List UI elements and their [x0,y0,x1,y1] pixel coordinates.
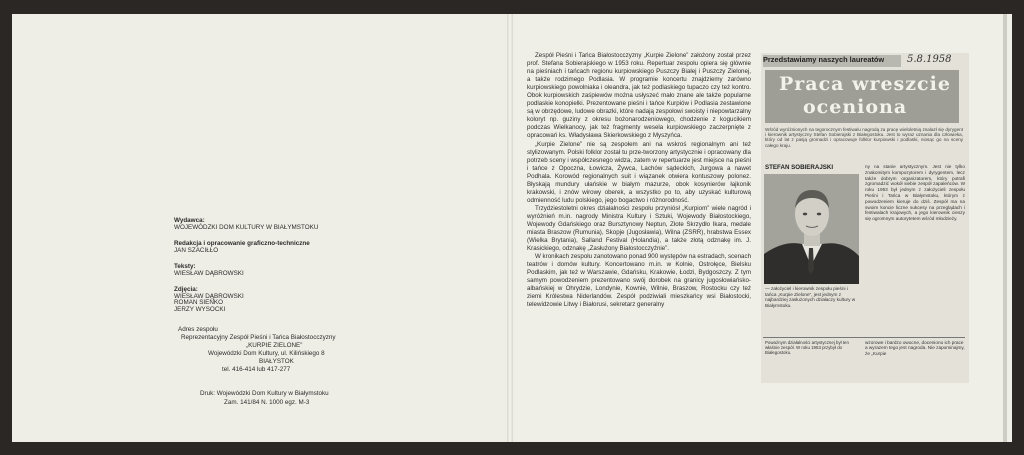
photo-caption: — założyciel i kierownik zespołu pieśni i tańca „Kurpie Zielone”, jest jednym z najbardziej zasłużonych działaczy kultury w Białymstoku. [765,286,856,308]
clipping-divider [763,337,965,338]
article-paragraph: „Kurpie Zielone” nie są zespołem ani na wskroś regionalnym ani też stylizowanym. Polski folklor został tu prze-tworzony artystycznie i opracowany dla potrzeb sceny i współczesnego widza, zatem w repertuarze jest miejsce na pieśni i tańce z Opoczna, Łowicza, Żywca, Lachów sądeckich, Jurgowa a nawet Podhala. Korowód regionalnych suit i wiązanek otwiera kontuszowy polonez. Błyskają mundury ułańskie w białym mazurze, obok kosynierów łajkonik krakowski, i znów wirowy oberek, a wszystko po to, aby uzyskać kulturową odmienność ludu polskiego, jego bogactwo i różnorodność. [527,140,751,204]
photographer: WIESŁAW DĄBROWSKI [174,292,244,300]
photographer: JERZY WYSOCKI [174,305,226,313]
photos-heading: Zdjęcia: [174,286,198,293]
book-fold [507,14,513,442]
address-line: tel. 416-414 lub 417-277 [222,366,291,373]
article-paragraph: Trzydziestoletni okres działalności zespołu przyniósł „Kurpiom” wiele nagród i wyróżnień m.in. nagrody Ministra Kultury i Sztuki, Wojewody Białostockiego, Wojewody Gdańskiego oraz Bursztynowy Neptun, Złote Skrzydło Ikara, medale miasta Braszow (Rumunia), Skopje (Jugosławia), Wilna (ZSRR), hrabstwa Essex (Wielka Brytania), Salland Festival (Holandia), a także złotą odznakę im. J. Krasickiego, odznakę „Zasłużony Białostocczyźnie”. [527,204,751,253]
editor-block [174,241,310,254]
article-paragraph: W kronikach zespołu zanotowano ponad 900 występów na estradach, scenach teatrów i domów kultury. Koncertowano m.in. w Kolnie, Ostrołęce, Bielsku Podlaskim, jak też w Warszawie, Gdańsku, Krakowie, Łodzi, Bydgoszczy. Z tym samym powodzeniem prezentowano swój dorobek na granicy jugosłowiańsko-albańskiej w Ohrydzie, Londynie, Kownie, Wilnie, Braszow, Rostocku czy też ziemi Królestwa Niderlandów. Zespół podziwiali mieszkańcy wsi Białostocki, telewidzowie Litwy i Białorusi, sekretarz generalny [527,253,752,309]
newspaper-clipping [761,53,969,383]
editor-heading: Redakcja i opracowanie graficzno-techniczne [174,240,310,247]
address-heading: Adres zespołu [178,326,218,333]
page-edge [1003,14,1007,442]
clipping-footer-right: wzorowe i bardzo owocne, doceniono ich prace a wyrazem tego jest nagroda. Nie zapominajmy, że „Kurpie [865,340,965,356]
address-line: Wojewódzki Dom Kultury, ul. Kilińskiego 8 [208,350,325,357]
clipping-body: ny na stanie artystycznym. Jest nie tylko znakomitym kompozytorem i dyrygentem, lecz także dobrym organizatorem, który potrafi zgromadzić wokół siebie zespół zapaleńców. W roku 1953 był jednym z założycieli zespołu Pieśni i Tańca w Białymstoku, którym z powodzeniem kieruje do dziś. Zespół ma na swoim koncie liczne sukcesy na przeglądach i festiwalach krajowych, a jego kierownik cieszy się ogromnym autorytetem wśród młodzieży. [865,164,965,222]
clipping-headline [765,70,959,123]
print-line: Druk: Wojewódzki Dom Kultury w Białymstoku [200,390,329,397]
address-line: Reprezentacyjny Zespół Pieśni i Tańca Białostocczyzny [181,334,336,341]
publisher-name: WOJEWÓDZKI DOM KULTURY W BIAŁYMSTOKU [174,223,319,231]
texts-heading: Teksty: [174,263,196,270]
headline-line: Praca wreszcie [779,73,951,95]
address-line: „KURPIE ZIELONE” [246,342,303,349]
headline-line: oceniona [803,96,908,118]
portrait-icon [764,174,859,284]
article-paragraph: Zespół Pieśni i Tańca Białostocczyzny „Kurpie Zielone” założony został przez prof. Stefana Sobierajskiego w 1953 roku. Repertuar zespołu opiera się głównie na pieśniach i tańcach regionu kurpiowskiego Puszczy Białej i Puszczy Zielonej, a także rodzimego Podlasia. W programie koncertu znajdziemy zarówno kurpiowskiego powolniaka i oleandra, jak też podlaskiego tupaczo czy też kontro. Obok kurpiowskich zaśpiewów można usłyszeć mało znane ale także popularne podlaskie konopielki. Prezentowane pieśni i tańce Kurpiów i Podlasia zestawione są w obrzędowe, ludowe obrazki, które nadają zespołowi swoisty i niepowtarzalny koloryt np. guziny z okresu bożonarodzeniowego, chodzenie z kogucikiem podczas Wielkanocy, jak też fragmenty wesela kurpiowskiego zaczerpnięte z opracowań ks. Władysława Skierkowskiego z Myszyńca. [527,52,751,140]
clipping-footer-left: Poważnym działalności artystycznej był ten właśnie zespół. W roku 1953 przybył do Białegostoku. [765,340,849,355]
texts-author: WIESŁAW DĄBROWSKI [174,269,244,277]
clipping-ribbon: Przedstawiamy naszych laureatów [763,55,901,67]
texts-block [174,264,244,277]
portrait-photo [764,174,859,284]
article-column [527,52,751,392]
publisher-heading: Wydawca: [174,217,205,224]
publisher-block [174,218,318,231]
address-line: BIAŁYSTOK [259,358,294,365]
clipping-author: STEFAN SOBIERAJSKI [765,164,834,171]
photographer: ROMAN SIEŃKO [174,299,223,307]
photos-block [174,287,244,313]
print-line: Zam. 141/84 N. 1000 egz. M-3 [224,399,310,406]
clipping-lead: Wśród wyróżnionych na tegorocznym festiwalu nagrodą za pracę wieloletnią znalazł się dyrygent i kierownik artystyczny Stefan Sobierajski z Białegostoku. Jest to wyraz uznania dla człowieka, który od lat z pasją gromadzi i opracowuje folklor kurpiowski i podlaski, niosąc go na sceny całego kraju. [765,127,963,148]
editor-name: JAN SZACIŁŁO [174,246,219,254]
handwritten-date: 5.8.1958 [907,54,952,65]
